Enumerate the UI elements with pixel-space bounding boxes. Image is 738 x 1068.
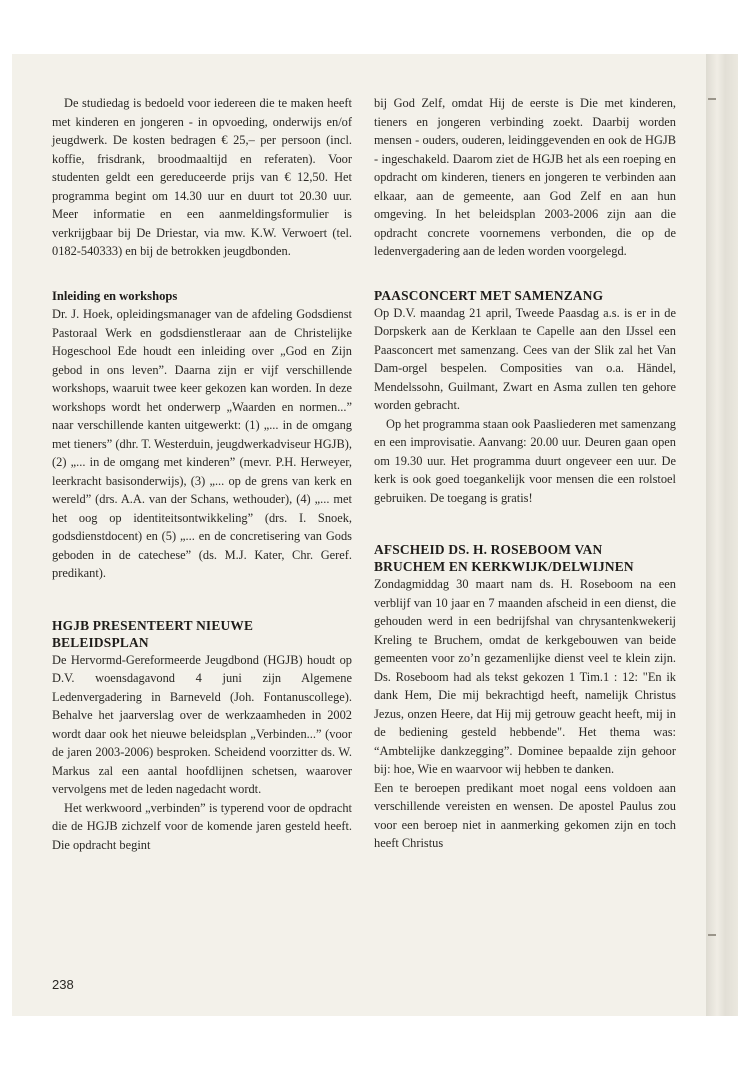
spine-mark [708,98,716,100]
page-spine [706,54,738,1016]
concert-heading: PAASCONCERT MET SAMENZANG [374,287,604,303]
concert-paragraph: Op D.V. maandag 21 april, Tweede Paasdag a.s. is er in de Dorpskerk aan de Kerklaan te Capelle aan den IJssel een Paasconcert met samenzang. Cees van der Slik zal het Van Dam-orgel bespelen. Composities van o.a. Händel, Mendelssohn, Guilmant, Zwart en Asma zullen ten gehore worden gebracht. [374,305,676,412]
beleidsplan-heading: HGJB PRESENTEERT NIEUWE BELEIDSPLAN [52,617,254,650]
beleidsplan-paragraph-continued: Het werkwoord „verbinden” is typerend voor de opdracht die de HGJB zichzelf voor de komende jaren gesteld heeft. Die opdracht begint [52,800,352,852]
workshops-paragraph: Dr. J. Hoek, opleidingsmanager van de afdeling Godsdienst Pastoraal Werk en godsdienstleraar aan de Christelijke Hogeschool Ede houdt een inleiding over „God en Zijn gebod in ons leven”. Daarna zijn er vijf verschillende workshops, waaruit twee keer gekozen kan worden. In deze workshops wordt het onderwerp „Waarden en normen...” naar verschillende kanten uitgewerkt: (1) „... in de omgang met tieners” (dhr. T. Westerduin, jeugdwerkadviseur HGJB), (2) „... in de omgang met kinderen” (mevr. P.H. Herweyer, leerkracht basisonderwijs), (3) „... op de grens van kerk en wereld” (drs. A.A. van der Schans, wethouder), (4) „... met het oog op identiteitsontwikkeling” (drs. I. Snoek, godsdienstdocent) en (5) „... en de concretisering van Gods geboden in de catechese” (ds. M.J. Kater, Chr. Geref. predikant). [52,307,352,580]
afscheid-heading: AFSCHEID DS. H. ROSEBOOM VAN BRUCHEM EN KERKWIJK/DELWIJNEN [374,542,634,574]
workshops-heading: Inleiding en workshops [52,288,178,303]
intro-paragraph: De studiedag is bedoeld voor iedereen die te maken heeft met kinderen en jongeren - in opvoeding, onderwijs en/of jeugdwerk. De kosten bedragen € 25,– per persoon (incl. koffie, frisdrank, broodmaaltijd en referaten). Voor studenten geldt een gereduceerde prijs van € 12,50. Het programma begint om 14.30 uur en duurt tot 20.30 uur. Meer informatie en een aanmeldingsformulier is verkrijgbaar bij De Driestar, via mw. K.W. Verwoert (tel. 0182-540333) en bij de betrokken jeugdbonden. [52,96,352,258]
afscheid-paragraph: Zondagmiddag 30 maart nam ds. H. Roseboom na een verblijf van 10 jaar en 7 maanden afscheid in een dienst, die gehouden werd in een bedrijfshal van chrysantenkwekerij Kreling te Bruchem, omdat de kerkgebouwen van beide gemeenten voor zo’n gezamenlijke dienst veel te klein zijn. Ds. Roseboom had als tekst gekozen 1 Tim.1 : 12: "En ik dank Hem, Die mij bekrachtigd heeft, namelijk Christus Jezus, onzen Heere, dat Hij mij getrouw geacht heeft, mij in de bediening gesteld hebbende". Het thema was: “Ambtelijke dankzegging”. Dominee bepaalde zijn gehoor bij: hoe, Wie en waarvoor wij hebben te danken. [374,577,676,776]
continuation-paragraph: bij God Zelf, omdat Hij de eerste is Die met kinderen, tieners en jongeren verbinding zoekt. Daarbij worden mensen - ouders, ouderen, leidinggevenden en ook de HGJB - ingeschakeld. Daarom ziet de HGJB het als een roeping en opdracht om kinderen, tieners en jongeren te verbinden aan elkaar, aan de gemeente, aan God Zelf en aan hun omgeving. In het beleidsplan 2003-2006 zijn aan die opdracht concrete voornemens verbonden, die op de ledenvergadering aan de leden worden voorgelegd. [374,96,676,258]
left-column [52,94,352,854]
page-number: 238 [52,977,74,992]
afscheid-paragraph-continued: Een te beroepen predikant moet nogal eens voldoen aan verschillende vereisten en wensen. De apostel Paulus zou voor een beroep niet in aanmerking gekomen zijn en toch heeft Christus [374,780,676,850]
right-column [374,94,676,853]
concert-paragraph-continued: Op het programma staan ook Paasliederen met samenzang en een improvisatie. Aanvang: 20.00 uur. Deuren gaan open om 19.30 uur. Het programma duurt ongeveer een uur. De kerk is ook goed toegankelijk voor mensen die een rolstoel gebruiken. De toegang is gratis! [374,416,676,505]
beleidsplan-paragraph: De Hervormd-Gereformeerde Jeugdbond (HGJB) houdt op D.V. woensdagavond 4 juni zijn Algemene Ledenvergadering in Barneveld (Joh. Fontanuscollege). Behalve het jaarverslag over de werkzaamheden in 2002 wordt daar ook het nieuwe beleidsplan „Verbinden...” (voor de jaren 2003-2006) besproken. Scheidend voorzitter ds. W. Markus zal een aantal hoofdlijnen schetsen, waarover vervolgens met de leden nagedacht wordt. [52,652,352,796]
spine-mark [708,934,716,936]
